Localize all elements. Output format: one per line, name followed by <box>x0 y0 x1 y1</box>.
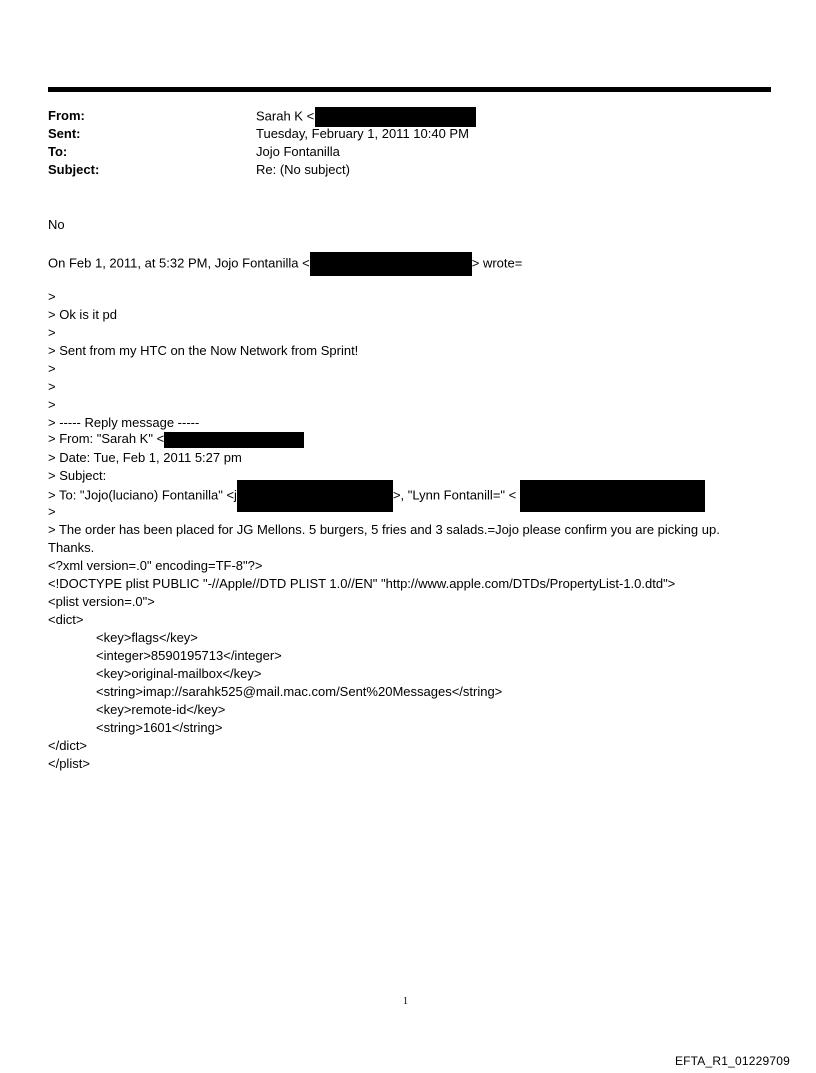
quoted-to <box>48 480 705 512</box>
quoted-line: > Subject: <box>48 468 107 483</box>
xml-line: </dict> <box>48 738 88 753</box>
subject-label: Subject: <box>48 162 100 177</box>
quote-intro-end: > wrote= <box>471 255 523 271</box>
header-rule <box>48 87 771 92</box>
quoted-line: > Sent from my HTC on the Now Network from Sprint! <box>48 343 359 358</box>
xml-line: <integer>8590195713</integer> <box>96 648 282 663</box>
from-text: Sarah K < <box>256 108 315 124</box>
redaction-box <box>310 252 472 276</box>
quoted-line: > Ok is it pd <box>48 307 117 322</box>
quoted-line: > Date: Tue, Feb 1, 2011 5:27 pm <box>48 450 242 465</box>
xml-line: <plist version=.0"> <box>48 594 155 609</box>
reply-text: No <box>48 217 65 232</box>
from-value <box>256 107 476 127</box>
sent-label: Sent: <box>48 126 81 141</box>
quoted-line: > <box>48 504 56 519</box>
quote-intro-start: On Feb 1, 2011, at 5:32 PM, Jojo Fontanilla < <box>48 255 310 271</box>
quoted-line: Thanks. <box>48 540 95 555</box>
quoted-line: > <box>48 397 56 412</box>
sent-value: Tuesday, February 1, 2011 10:40 PM <box>256 126 469 141</box>
quoted-line: > <box>48 361 56 376</box>
xml-line: <!DOCTYPE plist PUBLIC "-//Apple//DTD PLIST 1.0//EN" "http://www.apple.com/DTDs/PropertyList-1.0.dtd"> <box>48 576 676 591</box>
quoted-from <box>48 430 304 448</box>
redaction-box <box>520 480 705 512</box>
quoted-from-text: > From: "Sarah K" < <box>48 431 165 446</box>
quoted-line: > ----- Reply message ----- <box>48 415 200 430</box>
from-label: From: <box>48 108 85 123</box>
quoted-to-start: > To: "Jojo(luciano) Fontanilla" <j <box>48 487 237 503</box>
xml-line: <key>flags</key> <box>96 630 198 645</box>
redaction-box <box>315 107 476 127</box>
subject-value: Re: (No subject) <box>256 162 350 177</box>
quoted-to-mid: >, "Lynn Fontanill=" < <box>392 487 517 503</box>
quoted-line: > <box>48 325 56 340</box>
redaction-box <box>237 480 393 512</box>
quoted-line: > <box>48 289 56 304</box>
xml-line: <key>remote-id</key> <box>96 702 226 717</box>
xml-line: <?xml version=.0" encoding=TF-8"?> <box>48 558 263 573</box>
document-id: EFTA_R1_01229709 <box>674 1054 790 1068</box>
xml-line: </plist> <box>48 756 90 771</box>
xml-line: <string>1601</string> <box>96 720 223 735</box>
quoted-line: > <box>48 379 56 394</box>
xml-line: <dict> <box>48 612 84 627</box>
page-number: 1 <box>403 996 408 1007</box>
quote-intro <box>48 252 522 276</box>
xml-line: <key>original-mailbox</key> <box>96 666 262 681</box>
to-value: Jojo Fontanilla <box>256 144 340 159</box>
quoted-line: > The order has been placed for JG Mellons. 5 burgers, 5 fries and 3 salads.=Jojo please confirm you are picking up. <box>48 522 720 537</box>
to-label: To: <box>48 144 68 159</box>
redaction-box <box>164 432 304 448</box>
xml-line: <string>imap://sarahk525@mail.mac.com/Sent%20Messages</string> <box>96 684 503 699</box>
